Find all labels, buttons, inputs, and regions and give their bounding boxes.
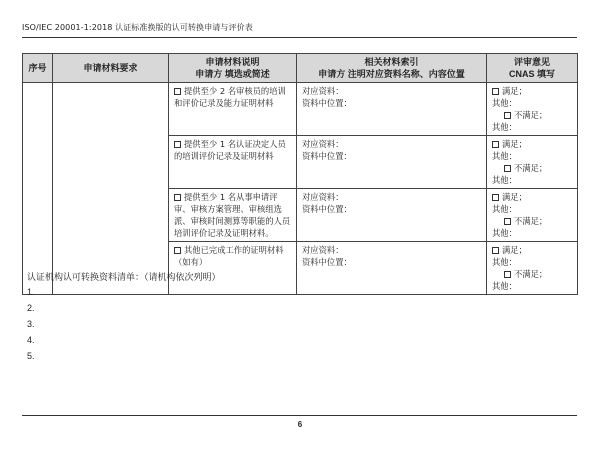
other-label: 其他： [492,151,517,161]
checkbox[interactable] [174,88,181,95]
table-header-row [23,54,578,83]
reference-cell[interactable] [297,189,487,242]
explanation-cell [169,136,297,189]
other-label: 其他： [492,281,517,291]
ref-pos-label: 资料中位置： [302,98,352,108]
other-label: 其他： [492,175,517,185]
page-header-title: ISO/IEC 20001-1:2018 认证标准换版的认可转换申请与评价表 [22,23,253,32]
header-review [487,54,578,83]
explanation-text: 提供至少 1 名从事申请评审、审核方案管理、审核组选派、审核时间测算等职能的人员培训评价记录及证明材料。 [174,192,291,238]
other-label: 其他： [492,257,517,267]
unsatisfied-label: 不满足； [514,269,548,279]
application-evaluation-table [22,53,578,295]
checkbox[interactable] [174,247,181,254]
review-cell [487,189,578,242]
header-review-line1: 评审意见 [513,57,550,67]
review-cell [487,136,578,189]
list-item: 3. [27,319,35,329]
checkbox[interactable] [174,141,181,148]
unsatisfied-checkbox[interactable] [504,165,511,172]
header-requirement: 申请材料要求 [53,54,169,83]
unsatisfied-label: 不满足； [514,110,548,120]
other-label: 其他： [492,122,517,132]
ref-doc-label: 对应资料： [302,192,344,202]
table-row [23,83,578,136]
satisfied-checkbox[interactable] [492,194,499,201]
review-cell [487,83,578,136]
other-label: 其他： [492,204,517,214]
unsatisfied-checkbox[interactable] [504,218,511,225]
reference-cell[interactable] [297,83,487,136]
explanation-text: 提供至少 2 名审核员的培训和评价记录及能力证明材料 [174,86,286,108]
satisfied-checkbox[interactable] [492,141,499,148]
header-reference-line1: 相关材料索引 [364,57,419,67]
explanation-text: 提供至少 1 名认证决定人员的培训评价记录及证明材料 [174,139,286,161]
satisfied-checkbox[interactable] [492,88,499,95]
header-reference [297,54,487,83]
footer-divider [22,415,577,416]
ref-doc-label: 对应资料： [302,86,344,96]
page-number: 6 [297,420,303,429]
header-explanation-line1: 申请材料说明 [205,57,260,67]
ref-doc-label: 对应资料： [302,139,344,149]
ref-doc-label: 对应资料： [302,245,344,255]
requirement-cell[interactable] [53,83,169,295]
header-explanation [169,54,297,83]
list-item: 1. [27,287,35,297]
seq-cell[interactable] [23,83,53,295]
satisfied-label: 满足； [502,245,527,255]
review-cell [487,242,578,295]
header-explanation-line2: 申请方 填选或简述 [195,69,270,79]
explanation-cell [169,242,297,295]
ref-pos-label: 资料中位置： [302,151,352,161]
explanation-cell [169,189,297,242]
satisfied-label: 满足； [502,86,527,96]
materials-list-title: 认证机构认可转换资料清单：（请机构依次列明） [27,273,221,283]
explanation-cell [169,83,297,136]
header-divider [22,37,577,38]
satisfied-checkbox[interactable] [492,247,499,254]
unsatisfied-checkbox[interactable] [504,271,511,278]
explanation-text: 其他已完成工作的证明材料（如有） [174,245,284,267]
header-reference-line2: 申请方 注明对应资料名称、内容位置 [318,69,465,79]
list-item: 5. [27,351,35,361]
satisfied-label: 满足； [502,192,527,202]
reference-cell[interactable] [297,242,487,295]
ref-pos-label: 资料中位置： [302,204,352,214]
header-review-line2: CNAS 填写 [508,69,555,79]
unsatisfied-label: 不满足； [514,216,548,226]
other-label: 其他： [492,228,517,238]
unsatisfied-label: 不满足； [514,163,548,173]
reference-cell[interactable] [297,136,487,189]
ref-pos-label: 资料中位置： [302,257,352,267]
satisfied-label: 满足； [502,139,527,149]
checkbox[interactable] [174,194,181,201]
unsatisfied-checkbox[interactable] [504,112,511,119]
list-item: 4. [27,335,35,345]
header-seq: 序号 [23,54,53,83]
list-item: 2. [27,303,35,313]
other-label: 其他： [492,98,517,108]
